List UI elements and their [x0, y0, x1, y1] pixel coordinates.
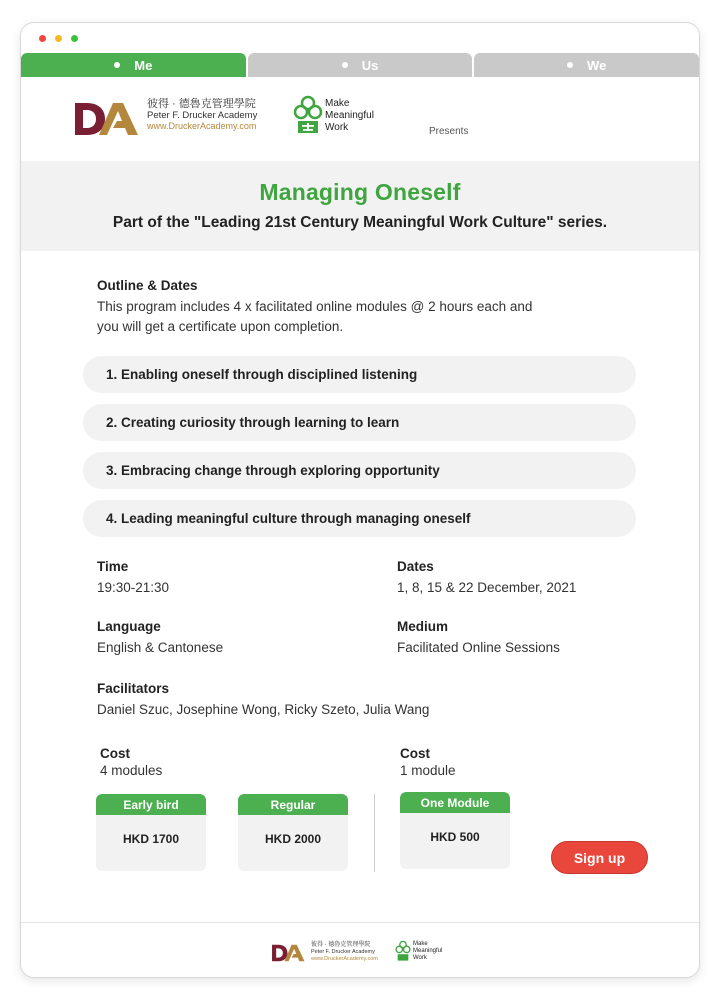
tab-us[interactable]	[248, 53, 473, 77]
time-label: Time	[97, 559, 129, 574]
dates-label: Dates	[397, 559, 434, 574]
module-item: 3. Embracing change through exploring opportunity	[83, 452, 636, 489]
language-info	[97, 619, 223, 655]
outline-section	[97, 278, 532, 337]
footer-divider	[21, 922, 700, 923]
price-card-title: Early bird	[96, 794, 206, 815]
academy-name-cn: 彼得 · 德魯克管理學院	[311, 942, 371, 948]
mmw-line3: Work	[325, 122, 349, 133]
academy-url: www.DruckerAcademy.com	[147, 121, 257, 131]
tab-dot-icon	[342, 62, 348, 68]
tab-dot-icon	[114, 62, 120, 68]
price-card-value: HKD 500	[430, 830, 480, 844]
academy-name-en: Peter F. Drucker Academy	[147, 110, 258, 121]
page-subtitle: Part of the "Leading 21st Century Meaningful Work Culture" series.	[112, 214, 608, 231]
module-item: 4. Leading meaningful culture through managing oneself	[83, 500, 636, 537]
mmw-line1: Make	[325, 98, 350, 109]
drucker-academy-logo-icon	[73, 102, 139, 136]
dates-value: 1, 8, 15 & 22 December, 2021	[397, 580, 577, 595]
price-card-regular	[238, 794, 348, 871]
close-window-dot[interactable]	[39, 35, 46, 42]
language-label: Language	[97, 619, 161, 634]
cost-label: Cost	[400, 746, 430, 761]
cost-divider	[374, 794, 375, 872]
page-header	[21, 77, 699, 161]
academy-url: www.DruckerAcademy.com	[311, 956, 378, 962]
price-card-one-module	[400, 792, 510, 869]
mmw-line2: Meaningful	[413, 948, 443, 954]
sign-up-button[interactable]: Sign up	[551, 841, 648, 874]
facilitators-value: Daniel Szuc, Josephine Wong, Ricky Szeto, Julia Wang	[97, 702, 430, 717]
mmw-line2: Meaningful	[325, 110, 374, 121]
price-card-value: HKD 1700	[122, 832, 180, 846]
facilitators-label: Facilitators	[97, 681, 170, 696]
module-list	[83, 356, 636, 548]
footer-mmw-name	[413, 941, 463, 962]
tab-we[interactable]	[474, 53, 699, 77]
module-item: 2. Creating curiosity through learning to learn	[83, 404, 636, 441]
make-meaningful-work-logo-icon	[395, 940, 411, 962]
cost-sublabel: 4 modules	[100, 763, 163, 778]
drucker-academy-logo-icon	[271, 944, 305, 962]
minimize-window-dot[interactable]	[55, 35, 62, 42]
medium-value: Facilitated Online Sessions	[397, 640, 560, 655]
time-value: 19:30-21:30	[97, 580, 170, 595]
tab-us-label: Us	[361, 57, 379, 73]
page-title: Managing Oneself	[259, 179, 461, 205]
outline-line-2: you will get a certificate upon completion.	[97, 319, 344, 334]
medium-info	[397, 619, 560, 655]
mmw-name	[325, 98, 374, 134]
price-card-value: HKD 2000	[264, 832, 322, 846]
presents-text: Presents	[429, 126, 469, 137]
facilitators-info	[97, 681, 429, 717]
hero-banner	[21, 161, 699, 251]
browser-window	[20, 22, 700, 978]
cost-4-modules	[100, 746, 162, 778]
mmw-line3: Work	[413, 955, 427, 961]
tab-me[interactable]	[21, 53, 246, 77]
mmw-line1: Make	[413, 941, 428, 947]
make-meaningful-work-logo-icon	[293, 95, 323, 135]
tab-bar	[21, 53, 699, 77]
time-info	[97, 559, 169, 595]
footer-academy-name	[311, 942, 391, 963]
outline-line-1: This program includes 4 x facilitated online modules @ 2 hours each and	[97, 299, 533, 314]
cost-label: Cost	[100, 746, 130, 761]
window-titlebar	[21, 23, 699, 53]
cost-sublabel: 1 module	[400, 763, 456, 778]
outline-heading: Outline & Dates	[97, 278, 198, 293]
academy-name-en: Peter F. Drucker Academy	[311, 949, 375, 955]
module-item: 1. Enabling oneself through disciplined listening	[83, 356, 636, 393]
tab-me-label: Me	[134, 57, 153, 73]
dates-info	[397, 559, 576, 595]
medium-label: Medium	[397, 619, 449, 634]
tab-dot-icon	[567, 62, 573, 68]
tab-we-label: We	[587, 57, 607, 73]
drucker-academy-name	[147, 99, 257, 132]
cost-1-module	[400, 746, 456, 778]
price-card-title: Regular	[238, 794, 348, 815]
academy-name-cn: 彼得 · 德魯克管理學院	[147, 98, 256, 110]
price-card-title: One Module	[400, 792, 510, 813]
price-card-early-bird	[96, 794, 206, 871]
language-value: English & Cantonese	[97, 640, 224, 655]
maximize-window-dot[interactable]	[71, 35, 78, 42]
